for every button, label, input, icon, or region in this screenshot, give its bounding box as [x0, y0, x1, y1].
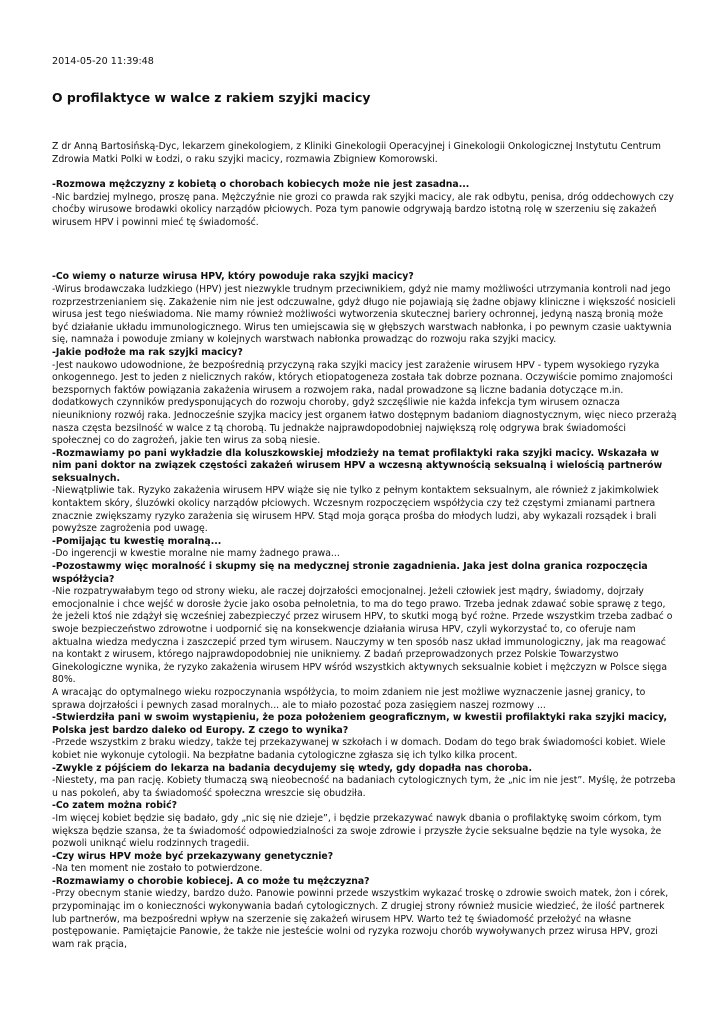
- question-11: -Rozmawiamy o chorobie kobiecej. A co może tu mężczyzna?: [52, 875, 370, 887]
- question-1: -Rozmowa mężczyzny z kobietą o chorobach kobiecych może nie jest zasadna...: [52, 179, 470, 190]
- question-9: -Co zatem można robić?: [52, 800, 177, 812]
- article-title: O profilaktyce w walce z rakiem szyjki macicy: [52, 90, 371, 105]
- interview-body: [52, 179, 677, 951]
- answer-2: -Wirus brodawczaka ludzkiego (HPV) jest niezwykle trudnym przeciwnikiem, gdyż nie mamy możliwości utrzymania kontroli nad jego rozprzestrzenianiem się. Zakażenie nim nie jest odczuwalne, gdyż długo nie pojawiają się żadne objawy kliniczne i większość nosicieli wirusa jest tego nieświadoma. Nie mamy również możliwości wytworzenia skutecznej bariery ochronnej, jedyną naszą bronią może być działanie układu immunologicznego. Wirus ten umiejscawia się w głębszych warstwach nabłonka, i po pewnym czasie uaktywnia się, namnaża i powoduje zmiany w kolejnych warstwach nabłonka prowadząc do rozwoju raka szyjki macicy.: [52, 283, 676, 346]
- answer-9: -Im więcej kobiet będzie się badało, gdy „nic się nie dzieje”, i będzie przekazywać nawyk dbania o profilaktykę swoim córkom, tym większa będzie szansa, że ta świadomość odpowiedzialności za swoje zdrowie i przyszłe życie seksualne będzie na tyle wysoka, że pozwoli uniknąć wielu rodzinnych tragedii.: [52, 812, 662, 850]
- answer-4: -Niewątpliwie tak. Ryzyko zakażenia wirusem HPV wiąże się nie tylko z pełnym kontaktem seksualnym, ale również z jakimkolwiek kontaktem skóry, śluzówki okolicy narządów płciowych. Wczesnym rozpoczęciem współżycia czy też częstymi zmianami partnera znacznie zwiększamy ryzyko zarażenia się wirusem HPV. Stąd moja gorąca prośba do młodych ludzi, aby wykazali rozsądek i brali powyższe zagrożenia pod uwagę.: [52, 485, 659, 535]
- answer-3: -Jest naukowo udowodnione, że bezpośrednią przyczyną raka szyjki macicy jest zarażenie wirusem HPV - typem wysokiego ryzyka onkogennego. Jest to jeden z nielicznych raków, których etiopatogeneza została tak dobrze poznana. Oczywiście pomimo znajomości bezspornych faktów powiązania zakażenia wirusem a rozwojem raka, nadal prowadzone są liczne badania dotyczące m.in. dodatkowych czynników predysponujących do rozwoju choroby, gdyż szczęśliwie nie każda infekcja tym wirusem oznacza nieunikniony rozwój raka. Jednocześnie szyjka macicy jest organem łatwo dostępnym badaniom diagnostycznym, więc nieco przerażą nasza częsta bezsilność w walce z tą chorobą. Tu jednakże najprawdopodobniej największą rolę odgrywa brak świadomości społecznej co do zagrożeń, jakie ten wirus za sobą niesie.: [52, 359, 677, 447]
- answer-8: -Niestety, ma pan rację. Kobiety tłumaczą swą nieobecność na badaniach cytologicznych tym, że „nic im nie jest”. Myślę, że potrzeba u nas pokoleń, aby ta świadomość społeczna wreszcie się obudziła.: [52, 775, 676, 799]
- answer-1: -Nic bardziej mylnego, proszę pana. Mężczyźnie nie grozi co prawda rak szyjki macicy, ale rak odbytu, penisa, dróg oddechowych czy choćby wirusowe brodawki okolicy narządów płciowych. Poza tym panowie odgrywają bardzo istotną rolę w szerzeniu się zakażeń wirusem HPV i powinni mieć tę świadomość.: [52, 191, 674, 228]
- answer-7: -Przede wszystkim z braku wiedzy, także tej przekazywanej w szkołach i w domach. Dodam do tego brak świadomości kobiet. Wiele kobiet nie wykonuje cytologii. Na bezpłatne badania cytologiczne zgłasza się ich tylko kilka procent.: [52, 737, 666, 761]
- question-3: -Jakie podłoże ma rak szyjki macicy?: [52, 346, 243, 358]
- intro-paragraph: Z dr Anną Bartosińską-Dyc, lekarzem ginekologiem, z Kliniki Ginekologii Operacyjnej i Ginekologii Onkologicznej Instytutu Centrum Zdrowia Matki Polki w Łodzi, o raku szyjki macicy, rozmawia Zbigniew Komorowski.: [52, 141, 661, 165]
- question-7: -Stwierdziła pani w swoim wystąpieniu, że poza położeniem geograficznym, w kwestii profilaktyki raka szyjki macicy, Polska jest bardzo daleko od Europy. Z czego to wynika?: [52, 712, 668, 736]
- question-5: -Pomijając tu kwestię moralną...: [52, 535, 222, 547]
- answer-11: -Przy obecnym stanie wiedzy, bardzo dużo. Panowie powinni przede wszystkim wykazać troskę o zdrowie swoich matek, żon i córek, przypominając im o konieczności wykonywania badań cytologicznych. Z drugiej strony również musicie wiedzieć, że ilość partnerek lub partnerów, ma bezpośredni wpływ na szerzenie się zakażeń wirusem HPV. Warto też tę świadomość przełożyć na własne postępowanie. Pamiętajcie Panowie, że także nie jesteście wolni od ryzyka rozwoju chorób wywoływanych przez wirusa HPV, grozi wam rak prącia,: [52, 888, 669, 950]
- question-6: -Pozostawmy więc moralność i skupmy się na medycznej stronie zagadnienia. Jaka jest dolna granica rozpoczęcia współżycia?: [52, 561, 648, 585]
- answer-5: -Do ingerencji w kwestie moralne nie mamy żadnego prawa...: [52, 548, 340, 560]
- answer-6: -Nie rozpatrywałabym tego od strony wieku, ale raczej dojrzałości emocjonalnej. Jeżeli człowiek jest mądry, świadomy, dojrzały emocjonalnie i chce wejść w dorosłe życie jako osoba pełnoletnia, to ma do tego prawo. Trzeba jednak zdawać sobie sprawę z tego, że jeżeli ktoś nie zdążył się wcześniej zabezpieczyć przez wirusem HPV, to skutki mogą być rożne. Przede wszystkim trzeba zadbać o swoje bezpieczeństwo zdrowotne i uodpornić się na konsekwencje działania wirusa HPV, czyli wykorzystać to, co oferuje nam aktualna wiedza medyczna i zaszczepić przed tym wirusem. Nauczymy w ten sposób nasz układ immunologiczny, jak ma reagować na kontakt z wirusem, którego najprawdopodobniej nie unikniemy. Z badań przeprowadzonych przez Polskie Towarzystwo Ginekologiczne wynika, że ryzyko zakażenia wirusem HPV wśród wszystkich aktywnych seksualnie kobiet i mężczyzn w Polsce sięga 80%.: [52, 586, 673, 686]
- question-8: -Zwykle z pójściem do lekarza na badania decydujemy się wtedy, gdy dopadła nas choroba.: [52, 762, 532, 774]
- timestamp: 2014-05-20 11:39:48: [52, 56, 154, 67]
- question-10: -Czy wirus HPV może być przekazywany genetycznie?: [52, 850, 334, 862]
- question-4: -Rozmawiamy po pani wykładzie dla koluszkowskiej młodzieży na temat profilaktyki raka szyjki macicy. Wskazała w nim pani doktor na związek częstości zakażeń wirusem HPV a wczesną aktywnością seksualną i wielością partnerów seksualnych.: [52, 447, 663, 484]
- answer-6-continued: A wracając do optymalnego wieku rozpoczynania współżycia, to moim zdaniem nie jest możliwe wyznaczenie jasnej granicy, to sprawa dojrzałości i pewnych zasad moralnych... ale to miało pozostać poza zasięgiem naszej rozmowy ...: [52, 686, 646, 711]
- blank-space: [52, 229, 677, 271]
- answer-10: -Na ten moment nie zostało to potwierdzone.: [52, 863, 263, 875]
- question-2: -Co wiemy o naturze wirusa HPV, który powoduje raka szyjki macicy?: [52, 271, 414, 283]
